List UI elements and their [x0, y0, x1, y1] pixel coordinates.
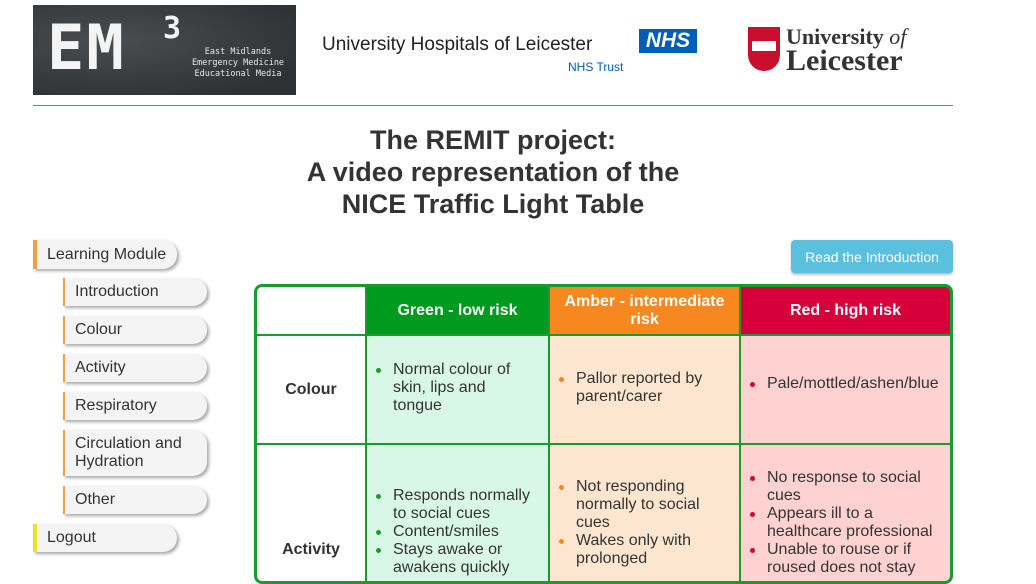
header-green: Green - low risk [367, 287, 548, 334]
title-line3: NICE Traffic Light Table [341, 189, 645, 219]
uol-line2: Leicester [786, 44, 903, 77]
title-line1: The REMIT project: [369, 125, 616, 155]
sidebar-item-other[interactable]: Other [63, 486, 207, 514]
learning-module-button[interactable]: Learning Module [33, 240, 177, 269]
table-corner-cell [257, 287, 365, 334]
sidebar-item-colour[interactable]: Colour [63, 316, 207, 344]
em3-logo-subtitle [183, 47, 293, 80]
page-title [33, 124, 953, 220]
crest-icon [748, 27, 780, 71]
list-item: Content/smiles [393, 523, 538, 541]
traffic-light-table [254, 284, 953, 584]
logout-button[interactable]: Logout [33, 524, 177, 552]
cell-activity-amber [550, 445, 739, 584]
header-amber: Amber - intermediate risk [550, 287, 739, 334]
em3-line2: Emergency Medicine [191, 58, 285, 68]
row-label-activity: Activity [257, 445, 365, 584]
list-item: Pale/mottled/ashen/blue [767, 375, 944, 393]
cell-activity-red [741, 445, 950, 584]
nhs-badge: NHS [639, 29, 697, 53]
row-label-colour: Colour [257, 336, 365, 443]
em3-logo-superscript: 3 [163, 11, 182, 46]
list-item: Stays awake or awakens quickly [393, 541, 538, 577]
header-divider [33, 105, 953, 106]
list-item: Wakes only with prolonged [576, 532, 725, 568]
list-item: Responds normally to social cues [393, 487, 538, 523]
nhs-trust-label: NHS Trust [568, 60, 624, 74]
em3-logo [33, 5, 296, 95]
em3-logo-text: EM [47, 11, 126, 84]
list-item: Unable to rouse or if roused does not stay [767, 541, 942, 577]
list-item: Not responding normally to social cues [576, 478, 725, 532]
em3-line3: Educational Media [194, 69, 282, 79]
title-line2: A video representation of the [306, 157, 680, 187]
uol-of: of [889, 24, 907, 49]
uol-university: University [786, 24, 884, 49]
sidebar-item-respiratory[interactable]: Respiratory [63, 392, 207, 420]
cell-colour-green [367, 336, 548, 443]
list-item: No response to social cues [767, 469, 942, 505]
sidebar-item-activity[interactable]: Activity [63, 354, 207, 382]
list-item: Pallor reported by parent/carer [576, 370, 729, 406]
university-of-leicester-logo [748, 24, 938, 79]
read-introduction-button[interactable]: Read the Introduction [791, 240, 953, 273]
uhl-name: University Hospitals of Leicester [322, 34, 593, 55]
cell-colour-amber [550, 336, 739, 443]
list-item: Appears ill to a healthcare professional [767, 505, 942, 541]
em3-line1: East Midlands [204, 47, 272, 57]
list-item: Normal colour of skin, lips and tongue [393, 361, 538, 415]
sidebar-item-circulation-hydration[interactable]: Circulation and Hydration [63, 430, 207, 476]
uhl-nhs-logo [322, 28, 702, 78]
header-red: Red - high risk [741, 287, 950, 334]
cell-colour-red [741, 336, 950, 443]
cell-activity-green [367, 445, 548, 584]
sidebar-item-introduction[interactable]: Introduction [63, 278, 207, 306]
